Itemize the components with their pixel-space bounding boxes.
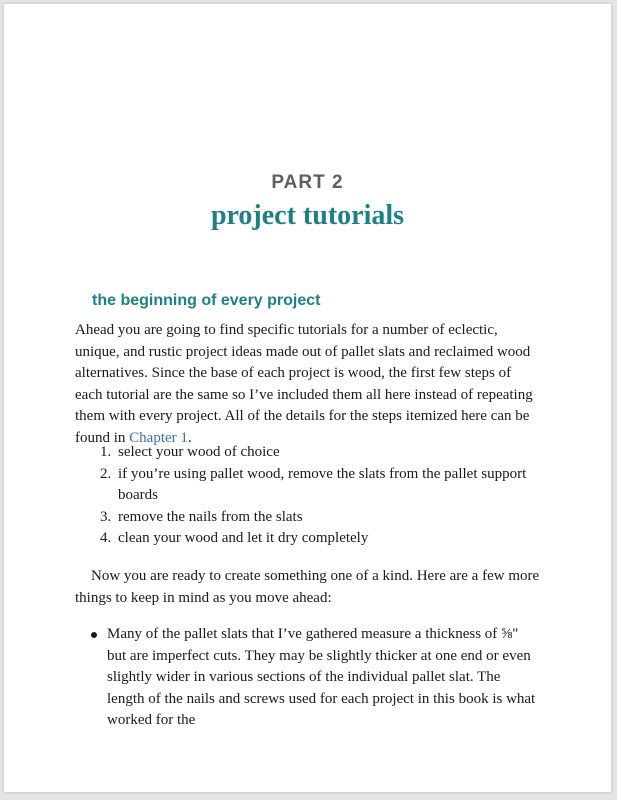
list-item — [75, 528, 541, 550]
part-title: project tutorials — [210, 200, 405, 231]
bullet-icon — [91, 632, 97, 638]
after-steps-paragraph: Now you are ready to create something one of a kind. Here are a few more things to keep in mind as you move ahead: — [75, 568, 540, 606]
book-page — [4, 4, 611, 792]
section-heading: the beginning of every project — [92, 292, 321, 309]
step-text: clean your wood and let it dry completely — [118, 530, 369, 546]
step-number: 2. — [100, 465, 112, 482]
list-item — [75, 507, 541, 529]
chapter-1-link[interactable]: Chapter 1 — [129, 429, 188, 446]
step-number: 1. — [100, 444, 112, 460]
step-text: remove the nails from the slats — [118, 508, 303, 525]
intro-text: Ahead you are going to find specific tutorials for a number of eclectic, unique, and rustic project ideas made out of pallet slats and reclaimed wood alternatives. Since the base of each project is wood, the first few steps of each tutorial are the same so I’ve included them all here instead of repeating them with every project. All of the details for the steps itemized here can be found in — [75, 322, 533, 446]
list-item — [75, 624, 541, 732]
steps-list — [75, 442, 541, 550]
step-text: if you’re using pallet wood, remove the slats from the pallet support boards — [118, 465, 527, 503]
list-item — [75, 442, 541, 464]
part-label: PART 2 — [271, 172, 344, 193]
step-number: 4. — [100, 530, 112, 546]
step-text: select your wood of choice — [118, 444, 280, 460]
tip-text: Many of the pallet slats that I’ve gathered measure a thickness of ⅝" but are imperfect cuts. They may be slightly thicker at one end or even slightly wider in various sections of the individual pallet slat. The length of the nails and screws used for each project in this book is what worked for the — [107, 626, 536, 728]
intro-paragraph — [75, 320, 541, 449]
tips-list — [75, 624, 541, 732]
list-item — [75, 464, 541, 507]
step-number: 3. — [100, 508, 112, 525]
intro-end: . — [187, 429, 192, 446]
